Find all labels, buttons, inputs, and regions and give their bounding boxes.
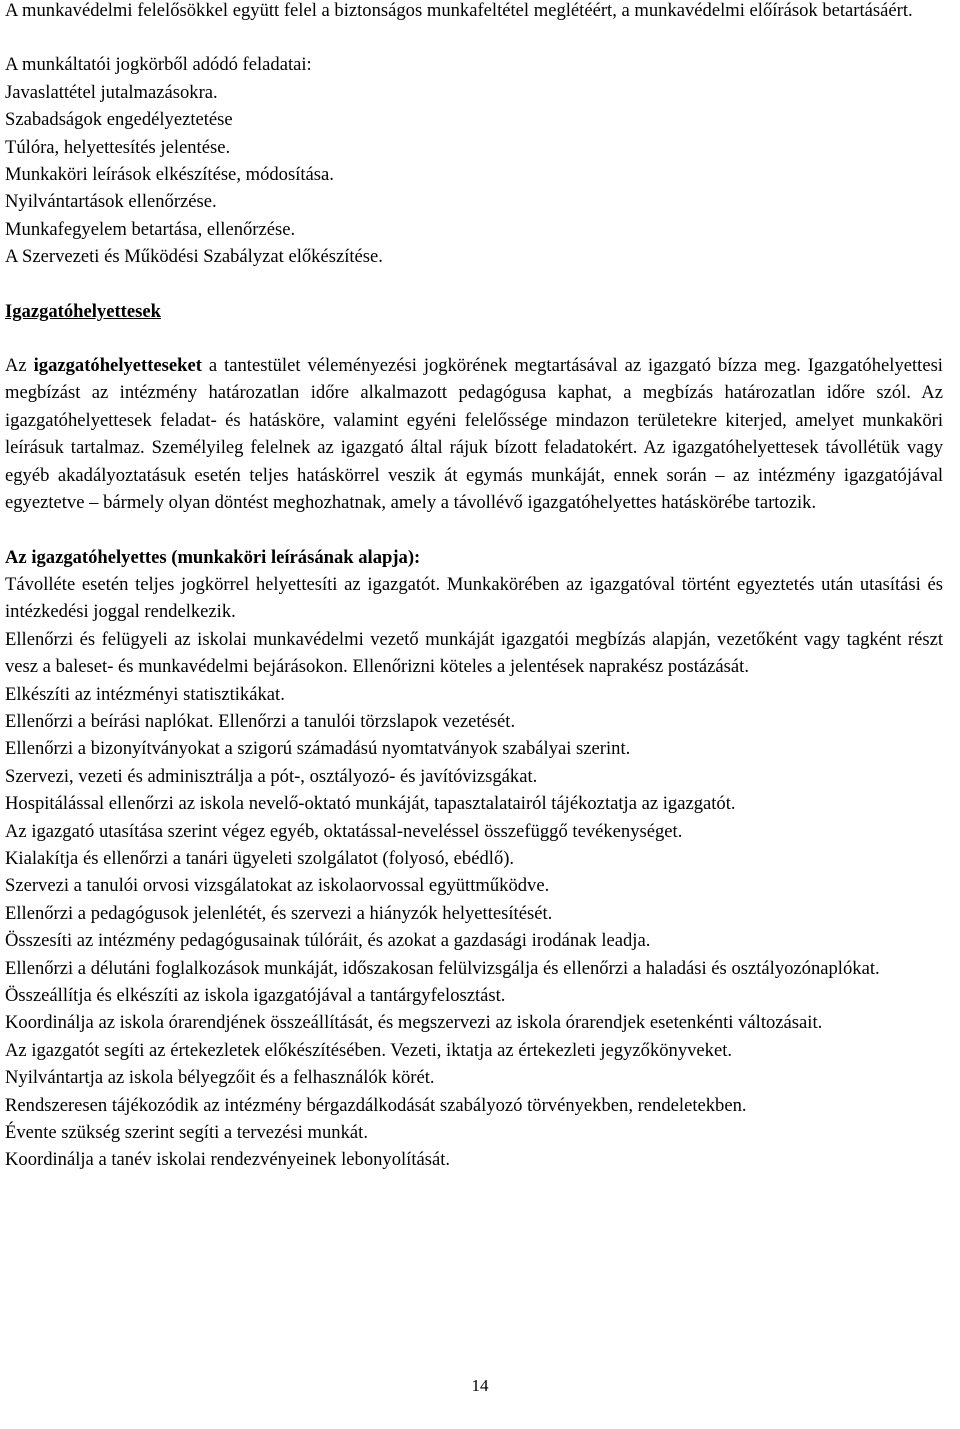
deputies-heading: Igazgatóhelyettesek: [5, 300, 161, 322]
employer-duty-item: Munkafegyelem betartása, ellenőrzése.: [5, 218, 296, 240]
deputies-paragraph-prefix: Az: [5, 355, 34, 377]
job-item: Szervezi, vezeti és adminisztrálja a pót-, osztályozó- és javítóvizsgákat.: [5, 765, 538, 787]
employer-duty-item: Túlóra, helyettesítés jelentése.: [5, 136, 231, 158]
job-item: Ellenőrzi a bizonyítványokat a szigorú számadású nyomtatványok szabályai szerint.: [5, 738, 631, 760]
job-item: Ellenőrzi és felügyeli az iskolai munkavédelmi vezető munkáját igazgatói megbízás alapján, vezetőként vagy tagként részt vesz a baleset- és munkavédelmi bejárásokon. Ellenőrizni köteles a jelentések naprakész postázását.: [5, 628, 943, 678]
job-item: Ellenőrzi a beírási naplókat. Ellenőrzi a tanulói törzslapok vezetését.: [5, 710, 516, 732]
job-item: Kialakítja és ellenőrzi a tanári ügyeleti szolgálatot (folyosó, ebédlő).: [5, 847, 515, 869]
spacer: [5, 24, 943, 51]
deputies-paragraph-bold: igazgatóhelyetteseket: [33, 355, 202, 377]
employer-duty-item: Munkaköri leírások elkészítése, módosítása.: [5, 164, 334, 186]
job-item: Hospitálással ellenőrzi az iskola nevelő-oktató munkáját, tapasztalatairól tájékoztatja az igazgatót.: [5, 793, 736, 815]
job-item: Ellenőrzi a délutáni foglalkozások munkáját, időszakosan felülvizsgálja és ellenőrzi a haladási és osztályozónaplókat.: [5, 957, 880, 979]
employer-duty-item: Nyilvántartások ellenőrzése.: [5, 191, 217, 213]
spacer: [5, 517, 943, 544]
employer-duty-item: A Szervezeti és Működési Szabályzat előkészítése.: [5, 246, 383, 268]
job-item: Évente szükség szerint segíti a tervezési munkát.: [5, 1122, 368, 1144]
document-page: [5, 0, 943, 1174]
intro-paragraph: A munkavédelmi felelősökkel együtt felel a biztonságos munkafeltétel meglétéért, a munkavédelmi előírások betartásáért.: [5, 0, 913, 21]
job-item: Ellenőrzi a pedagógusok jelenlétét, és szervezi a hiányzók helyettesítését.: [5, 902, 553, 924]
spacer: [5, 325, 943, 352]
employer-duty-item: Szabadságok engedélyeztetése: [5, 109, 233, 131]
job-item: Az igazgató utasítása szerint végez egyéb, oktatással-neveléssel összefüggő tevékenységet.: [5, 820, 683, 842]
job-item: Az igazgatót segíti az értekezletek előkészítésében. Vezeti, iktatja az értekezleti jegyzőkönyveket.: [5, 1039, 733, 1061]
spacer: [5, 271, 943, 298]
deputies-paragraph: [5, 352, 943, 516]
job-item: Szervezi a tanulói orvosi vizsgálatokat az iskolaorvossal együttműködve.: [5, 875, 550, 897]
job-item: Összeállítja és elkészíti az iskola igazgatójával a tantárgyfelosztást.: [5, 985, 506, 1006]
job-item: Távolléte esetén teljes jogkörrel helyettesíti az igazgatót. Munkakörében az igazgatóval történt egyeztetés után utasítási és intézkedési joggal rendelkezik.: [5, 573, 943, 623]
page-number: 14: [471, 1376, 489, 1395]
deputies-paragraph-rest: a tantestület véleményezési jogkörének megtartásával az igazgató bízza meg. Igazgatóhelyettesi megbízást az intézmény határozatlan időre alkalmazott pedagógusa kaphat, a megbízás határozatlan időre szól. Az igazgatóhelyettesek feladat- és hatásköre, valamint egyéni felelőssége mindazon területekre kiterjed, amelyet munkaköri leírásuk tartalmaz. Személyileg felelnek az igazgató által rájuk bízott feladatokért. Az igazgatóhelyettesek távollétük vagy egyéb akadályoztatásuk esetén teljes hatáskörrel veszik át egymás munkáját, ennek során – az intézmény igazgatójával egyeztetve – bármely olyan döntést meghozhatnak, amely a távollévő igazgatóhelyettes hatáskörébe tartozik.: [5, 355, 943, 514]
job-description-title: Az igazgatóhelyettes (munkaköri leírásának alapja):: [5, 546, 421, 568]
job-item: Koordinálja az iskola órarendjének összeállítását, és megszervezi az iskola órarendjek esetenkénti változásait.: [5, 1012, 823, 1034]
job-item: Nyilvántartja az iskola bélyegzőit és a felhasználók körét.: [5, 1067, 435, 1089]
job-item: Koordinálja a tanév iskolai rendezvényeinek lebonyolítását.: [5, 1149, 451, 1171]
employer-duty-item: Javaslattétel jutalmazásokra.: [5, 81, 218, 103]
job-item: Összesíti az intézmény pedagógusainak túlóráit, és azokat a gazdasági irodának leadja.: [5, 930, 651, 952]
employer-duties-title: A munkáltatói jogkörből adódó feladatai:: [5, 54, 312, 76]
job-item: Elkészíti az intézményi statisztikákat.: [5, 683, 285, 705]
job-item: Rendszeresen tájékozódik az intézmény bérgazdálkodását szabályozó törvényekben, rendeletekben.: [5, 1094, 747, 1116]
